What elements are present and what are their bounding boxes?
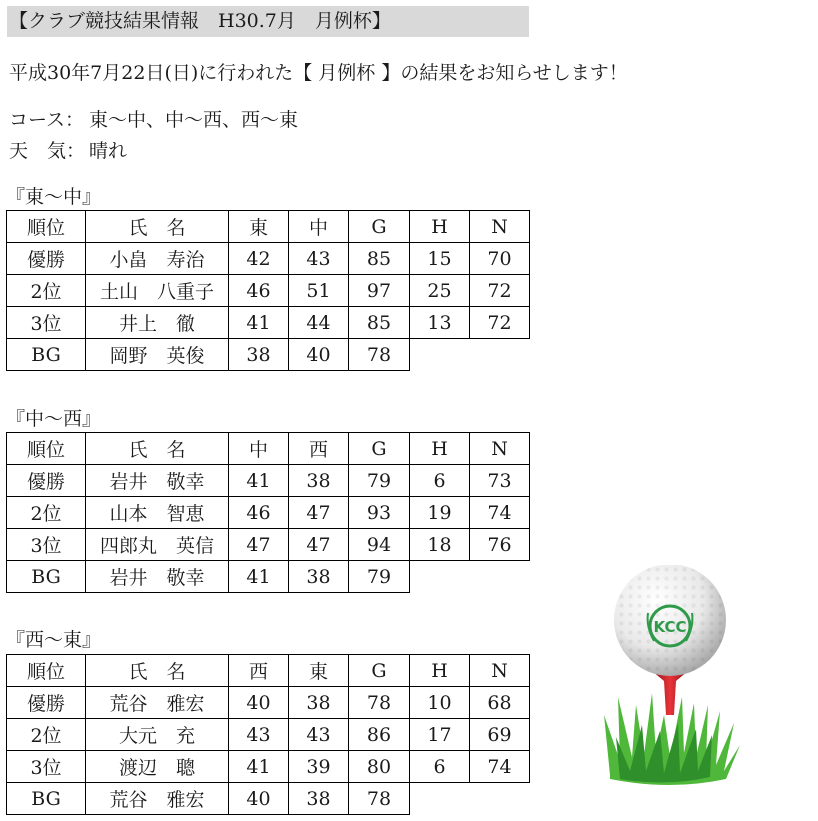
result-table-1: [6, 210, 530, 371]
header-cell: 氏 名: [86, 433, 229, 465]
table-cell: 43: [289, 243, 349, 275]
table-cell: 優勝: [7, 243, 86, 275]
table-header-row: [7, 433, 530, 465]
table-row: [7, 687, 530, 719]
table-cell: 25: [410, 275, 470, 307]
table-cell: 72: [470, 275, 530, 307]
table-cell: 78: [349, 783, 410, 815]
table-row: [7, 497, 530, 529]
table-cell: 43: [229, 719, 289, 751]
table-cell: 43: [289, 719, 349, 751]
empty-cell: [470, 783, 530, 815]
header-cell: H: [410, 655, 470, 687]
table-cell: 69: [470, 719, 530, 751]
section-title-1: 『東～中』: [6, 186, 102, 208]
table-cell: BG: [7, 561, 86, 593]
table-cell: 46: [229, 275, 289, 307]
table-header-row: [7, 211, 530, 243]
table-cell: 荒谷 雅宏: [86, 783, 229, 815]
table-cell: 93: [349, 497, 410, 529]
golf-ball-illustration: [590, 565, 750, 795]
table-cell: 6: [410, 465, 470, 497]
table-cell: 85: [349, 307, 410, 339]
table-cell: 38: [289, 687, 349, 719]
table-row: [7, 529, 530, 561]
weather-value: 晴れ: [89, 140, 128, 162]
header-cell: H: [410, 433, 470, 465]
result-table-2: [6, 432, 530, 593]
table-row-bg: [7, 783, 530, 815]
table-cell: 13: [410, 307, 470, 339]
table-cell: 41: [229, 307, 289, 339]
header-cell: H: [410, 211, 470, 243]
header-cell: N: [470, 211, 530, 243]
table-cell: 38: [289, 783, 349, 815]
table-cell: 80: [349, 751, 410, 783]
table-cell: 76: [470, 529, 530, 561]
table-cell: 17: [410, 719, 470, 751]
empty-cell: [470, 339, 530, 371]
header-cell: 氏 名: [86, 211, 229, 243]
empty-cell: [410, 561, 470, 593]
table-cell: 74: [470, 497, 530, 529]
table-cell: 10: [410, 687, 470, 719]
table-cell: 2位: [7, 719, 86, 751]
table-cell: 15: [410, 243, 470, 275]
table-cell: 79: [349, 561, 410, 593]
course-line: [9, 105, 298, 132]
empty-cell: [410, 783, 470, 815]
table-row: [7, 751, 530, 783]
table-cell: 78: [349, 339, 410, 371]
header-cell: 氏 名: [86, 655, 229, 687]
weather-label: 天 気：: [9, 140, 86, 162]
table-cell: 2位: [7, 497, 86, 529]
table-cell: 38: [229, 339, 289, 371]
section-title-2: 『中～西』: [6, 408, 102, 430]
header-cell: 西: [289, 433, 349, 465]
table-cell: 38: [289, 465, 349, 497]
course-label: コース：: [9, 109, 85, 131]
table-cell: 73: [470, 465, 530, 497]
weather-line: [9, 136, 127, 163]
table-cell: 2位: [7, 275, 86, 307]
course-value: 東～中、中～西、西～東: [89, 109, 299, 131]
intro-text: 平成30年7月22日(日)に行われた【 月例杯 】の結果をお知らせします！: [9, 62, 628, 84]
table-cell: 3位: [7, 751, 86, 783]
table-cell: 47: [229, 529, 289, 561]
table-cell: 86: [349, 719, 410, 751]
table-row: [7, 307, 530, 339]
header-cell: G: [349, 655, 410, 687]
table-cell: 山本 智恵: [86, 497, 229, 529]
table-cell: 40: [289, 339, 349, 371]
table-row: [7, 275, 530, 307]
empty-cell: [470, 561, 530, 593]
table-cell: 岡野 英俊: [86, 339, 229, 371]
result-table-3: [6, 654, 530, 815]
table-row: [7, 719, 530, 751]
table-cell: 38: [289, 561, 349, 593]
header-cell: G: [349, 211, 410, 243]
header-cell: N: [470, 433, 530, 465]
table-cell: 荒谷 雅宏: [86, 687, 229, 719]
table-cell: 72: [470, 307, 530, 339]
table-cell: 68: [470, 687, 530, 719]
table-cell: 78: [349, 687, 410, 719]
table-cell: 井上 徹: [86, 307, 229, 339]
header-cell: 順位: [7, 655, 86, 687]
header-cell: N: [470, 655, 530, 687]
table-cell: 42: [229, 243, 289, 275]
table-cell: 41: [229, 751, 289, 783]
table-cell: 39: [289, 751, 349, 783]
table-cell: 97: [349, 275, 410, 307]
table-row-bg: [7, 561, 530, 593]
table-cell: 大元 充: [86, 719, 229, 751]
table-cell: 85: [349, 243, 410, 275]
table-cell: 渡辺 聰: [86, 751, 229, 783]
table-cell: 6: [410, 751, 470, 783]
table-row: [7, 243, 530, 275]
table-cell: 18: [410, 529, 470, 561]
table-cell: 94: [349, 529, 410, 561]
table-cell: 40: [229, 783, 289, 815]
table-cell: 46: [229, 497, 289, 529]
table-cell: 41: [229, 465, 289, 497]
logo-text: KCC: [653, 618, 687, 636]
table-cell: 74: [470, 751, 530, 783]
table-cell: BG: [7, 339, 86, 371]
header-cell: 中: [289, 211, 349, 243]
header-cell: 順位: [7, 211, 86, 243]
header-cell: 西: [229, 655, 289, 687]
table-cell: 19: [410, 497, 470, 529]
table-cell: 47: [289, 497, 349, 529]
table-cell: 小畠 寿治: [86, 243, 229, 275]
table-cell: 四郎丸 英信: [86, 529, 229, 561]
table-cell: 優勝: [7, 687, 86, 719]
table-cell: 70: [470, 243, 530, 275]
tee: [652, 671, 688, 715]
header-cell: G: [349, 433, 410, 465]
header-cell: 順位: [7, 433, 86, 465]
header-cell: 中: [229, 433, 289, 465]
header-cell: 東: [229, 211, 289, 243]
table-cell: BG: [7, 783, 86, 815]
table-cell: 3位: [7, 307, 86, 339]
table-cell: 土山 八重子: [86, 275, 229, 307]
table-header-row: [7, 655, 530, 687]
table-cell: 47: [289, 529, 349, 561]
table-cell: 79: [349, 465, 410, 497]
table-cell: 岩井 敬幸: [86, 465, 229, 497]
table-cell: 3位: [7, 529, 86, 561]
table-cell: 51: [289, 275, 349, 307]
table-cell: 40: [229, 687, 289, 719]
header-cell: 東: [289, 655, 349, 687]
section-title-3: 『西～東』: [6, 629, 102, 651]
table-cell: 41: [229, 561, 289, 593]
page-header: 【クラブ競技結果情報 H30.7月 月例杯】: [7, 6, 529, 37]
table-row: [7, 465, 530, 497]
table-cell: 優勝: [7, 465, 86, 497]
table-row-bg: [7, 339, 530, 371]
table-cell: 44: [289, 307, 349, 339]
table-cell: 岩井 敬幸: [86, 561, 229, 593]
empty-cell: [410, 339, 470, 371]
